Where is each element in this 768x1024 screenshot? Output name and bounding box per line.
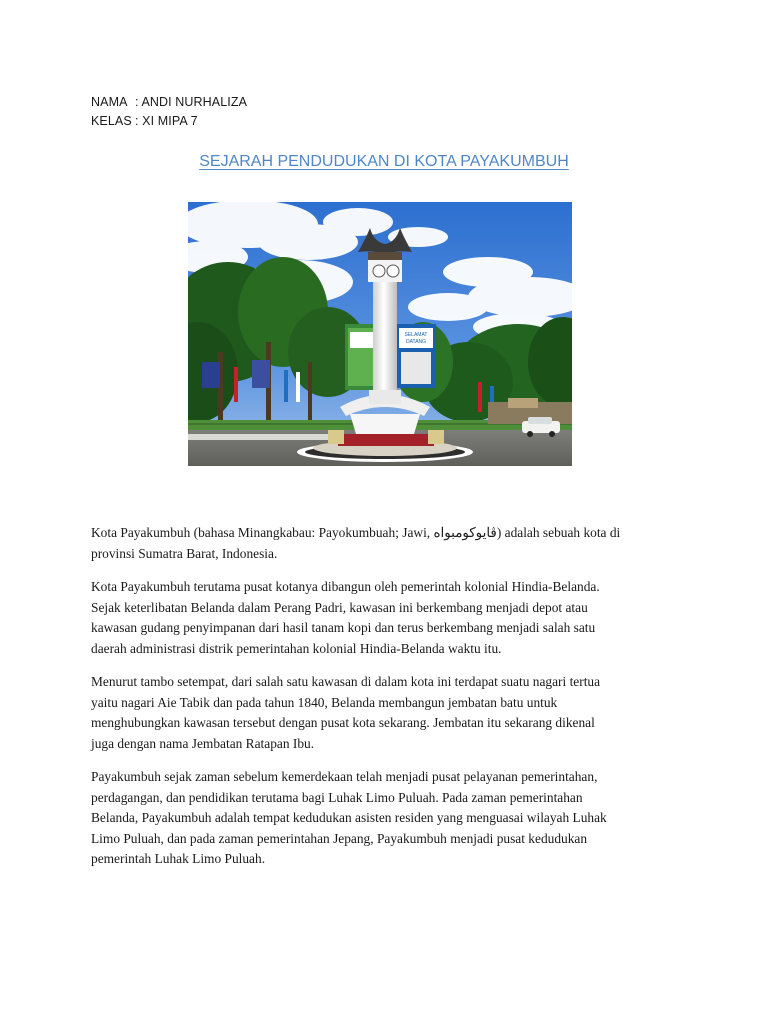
document-title-text: SEJARAH PENDUDUKAN DI KOTA PAYAKUMBUH (199, 153, 569, 170)
paragraph-line: perdagangan, dan pendidikan terutama bagi Luhak Limo Puluah. Pada zaman pemerintahan (91, 789, 583, 805)
document-title (0, 153, 768, 171)
paragraph-1 (91, 523, 681, 564)
paragraph-line: Belanda, Payakumbuh adalah tempat kedudukan asisten residen yang menguasai wilayah Luhak (91, 810, 607, 825)
paragraph-line: Limo Puluah, dan pada zaman pemerintahan Jepang, Payakumbuh menjadi pusat kedudukan (91, 830, 588, 846)
banner-text-2: DATANG (405, 339, 427, 345)
paragraph-line: menghubungkan kawasan tersebut dengan pusat kota sekarang. Jembatan itu sekarang dikenal (91, 715, 595, 730)
student-class-line (91, 114, 198, 128)
paragraph-line: daerah administrasi distrik pemerintahan kolonial Hindia-Belanda waktu itu. (91, 640, 502, 656)
paragraph-line: Sejak keterlibatan Belanda dalam Perang Padri, kawasan ini berkembang menjadi depot atau (91, 599, 588, 615)
paragraph-4 (91, 767, 681, 870)
paragraph-line: juga dengan nama Jembatan Ratapan Ibu. (91, 735, 315, 751)
banner-text-1: SELAMAT (404, 332, 428, 338)
paragraph-line: Kota Payakumbuh (bahasa Minangkabau: Payokumbuah; Jawi, ڤايوكومبواه) adalah sebuah kota di (91, 525, 621, 540)
paragraph-line: pemerintah Luhak Limo Puluah. (91, 851, 266, 866)
class-value: : XI MIPA 7 (135, 114, 198, 128)
name-label: NAMA (91, 95, 128, 109)
class-label: KELAS (91, 114, 132, 128)
paragraph-line: provinsi Sumatra Barat, Indonesia. (91, 545, 278, 561)
paragraph-2 (91, 577, 681, 659)
clock-tower-photo (188, 202, 572, 466)
student-name-line (91, 95, 247, 109)
paragraph-line: yaitu nagari Aie Tabik dan pada tahun 1840, Belanda membangun jembatan batu untuk (91, 694, 558, 710)
name-value: : ANDI NURHALIZA (135, 95, 248, 109)
paragraph-3 (91, 672, 681, 754)
paragraph-line: Kota Payakumbuh terutama pusat kotanya dibangun oleh pemerintah kolonial Hindia-Belanda. (91, 579, 600, 594)
paragraph-line: Menurut tambo setempat, dari salah satu kawasan di dalam kota ini terdapat suatu nagari tertua (91, 674, 601, 689)
paragraph-line: Payakumbuh sejak zaman sebelum kemerdekaan telah menjadi pusat pelayanan pemerintahan, (91, 769, 598, 784)
paragraph-line: kawasan gudang penyimpanan dari hasil tanam kopi dan terus berkembang menjadi salah satu (91, 620, 596, 635)
